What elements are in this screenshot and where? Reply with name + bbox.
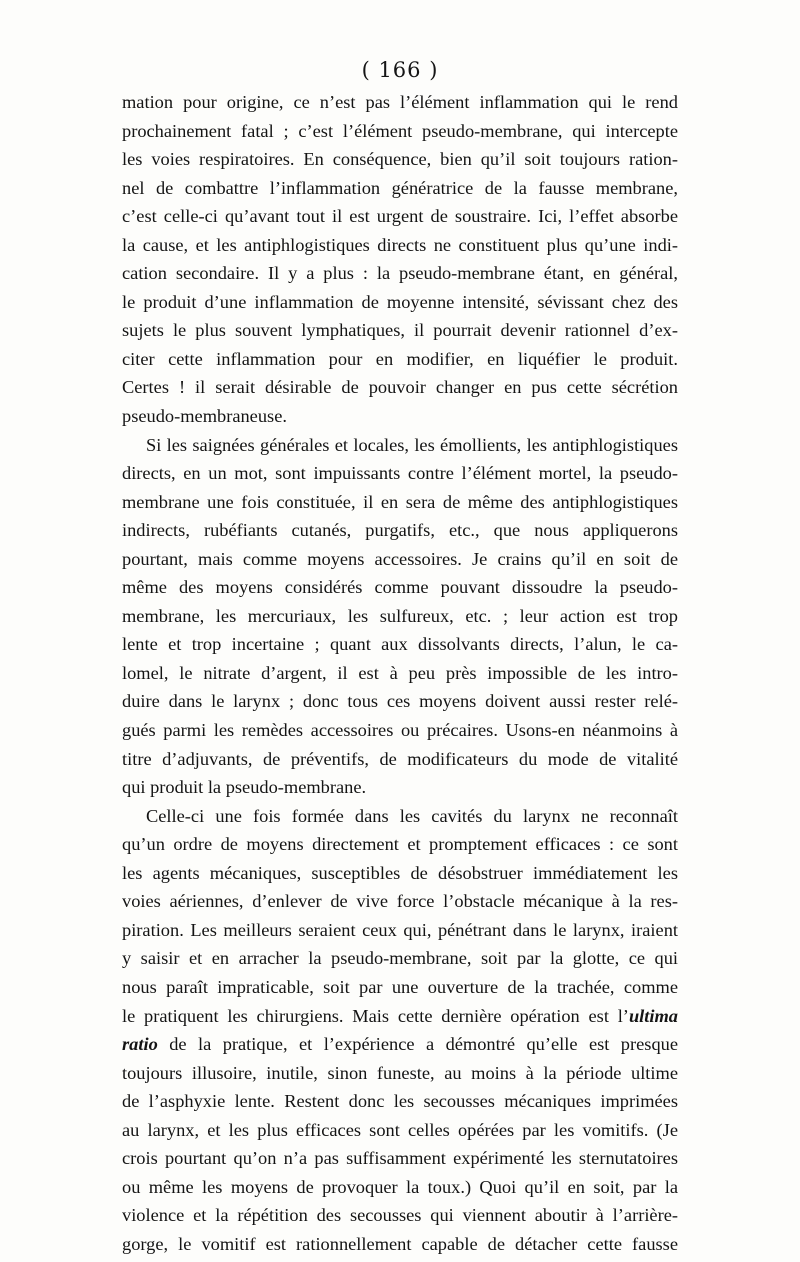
body-text [122, 88, 678, 1258]
text-line [122, 145, 678, 174]
text-run: Certes ! il serait désirable de pouvoir changer en pus cette sécrétion [122, 377, 678, 398]
text-line [122, 202, 678, 231]
text-run: membrane, les mercuriaux, les sulfureux, etc. ; leur action est trop [122, 605, 678, 626]
text-line [122, 345, 678, 374]
text-run: gués parmi les remèdes accessoires ou précaires. Usons-en néanmoins à [122, 720, 678, 741]
text-line [122, 373, 678, 402]
text-line [122, 117, 678, 146]
italic-phrase: ratio [122, 1034, 158, 1055]
text-line [122, 88, 678, 117]
text-run: toujours illusoire, inutile, sinon funeste, au moins à la période ultime [122, 1062, 678, 1083]
text-run: sujets le plus souvent lymphatiques, il pourrait devenir rationnel d’ex- [122, 320, 678, 341]
text-line [122, 1030, 678, 1059]
text-run: qui produit la pseudo-membrane. [122, 777, 367, 798]
text-run: violence et la répétition des secousses qui viennent aboutir à l’arrière- [122, 1205, 678, 1226]
page-number: ( 166 ) [361, 58, 439, 82]
text-run: qu’un ordre de moyens directement et promptement efficaces : ce sont [122, 834, 678, 855]
text-run: pourtant, mais comme moyens accessoires. Je crains qu’il en soit de [122, 548, 678, 569]
text-run: directs, en un mot, sont impuissants contre l’élément mortel, la pseudo- [122, 463, 678, 484]
text-line [122, 602, 678, 631]
text-line [122, 973, 678, 1002]
text-line [122, 745, 678, 774]
text-run: titre d’adjuvants, de préventifs, de modificateurs du mode de vitalité [122, 748, 678, 769]
text-line [122, 488, 678, 517]
text-run: duire dans le larynx ; donc tous ces moyens doivent aussi rester relé- [122, 691, 678, 712]
text-run: voies aériennes, d’enlever de vive force l’obstacle mécanique à la res- [122, 891, 678, 912]
text-run: la cause, et les antiphlogistiques directs ne constituent plus qu’une indi- [122, 234, 678, 255]
text-line [122, 773, 678, 802]
text-line [122, 916, 678, 945]
text-run: prochainement fatal ; c’est l’élément pseudo-membrane, qui intercepte [122, 120, 678, 141]
text-line [122, 859, 678, 888]
text-run: y saisir et en arracher la pseudo-membrane, soit par la glotte, ce qui [122, 948, 678, 969]
text-line [122, 630, 678, 659]
text-run: Si les saignées générales et locales, les émollients, les antiphlogistiques [146, 434, 678, 455]
text-line [122, 802, 678, 831]
italic-phrase: ultima [628, 1005, 678, 1026]
text-run: membrane une fois constituée, il en sera de même des antiphlogistiques [122, 491, 678, 512]
text-run: lente et trop incertaine ; quant aux dissolvants directs, l’alun, le ca- [122, 634, 678, 655]
text-run: de la pratique, et l’expérience a démontré qu’elle est presque [157, 1034, 678, 1055]
text-run: cation secondaire. Il y a plus : la pseudo-membrane étant, en général, [122, 263, 678, 284]
text-line [122, 1059, 678, 1088]
text-line [122, 1173, 678, 1202]
text-run: ou même les moyens de provoquer la toux.) Quoi qu’il en soit, par la [122, 1176, 678, 1197]
text-run: nel de combattre l’inflammation génératrice de la fausse membrane, [122, 177, 678, 198]
text-run: au larynx, et les plus efficaces sont celles opérées par les vomitifs. (Je [122, 1119, 678, 1140]
text-run: nous paraît impraticable, soit par une ouverture de la trachée, comme [122, 976, 678, 997]
text-line [122, 1230, 678, 1259]
text-line [122, 288, 678, 317]
text-line [122, 259, 678, 288]
text-line [122, 944, 678, 973]
text-run: gorge, le vomitif est rationnellement capable de détacher cette fausse [122, 1233, 678, 1254]
text-run: crois pourtant qu’on n’a pas suffisamment expérimenté les sternutatoires [122, 1148, 678, 1169]
text-run: mation pour origine, ce n’est pas l’élément inflammation qui le rend [122, 92, 678, 112]
text-line [122, 1144, 678, 1173]
text-line [122, 316, 678, 345]
text-line [122, 830, 678, 859]
text-line [122, 174, 678, 203]
text-run: c’est celle-ci qu’avant tout il est urgent de soustraire. Ici, l’effet absorbe [122, 206, 678, 227]
text-run: le produit d’une inflammation de moyenne intensité, sévissant chez des [122, 291, 678, 312]
text-run: pseudo-membraneuse. [122, 406, 287, 427]
text-run: indirects, rubéfiants cutanés, purgatifs, etc., que nous appliquerons [122, 520, 678, 541]
text-run: piration. Les meilleurs seraient ceux qui, pénétrant dans le larynx, iraient [122, 919, 678, 940]
text-run: lomel, le nitrate d’argent, il est à peu près impossible de les intro- [122, 662, 678, 683]
text-run: le pratiquent les chirurgiens. Mais cette dernière opération est l’ [122, 1005, 629, 1026]
text-line [122, 402, 678, 431]
text-run: Celle-ci une fois formée dans les cavités du larynx ne reconnaît [146, 805, 678, 826]
text-line [122, 1002, 678, 1031]
text-run: même des moyens considérés comme pouvant dissoudre la pseudo- [122, 577, 678, 598]
text-run: les agents mécaniques, susceptibles de désobstruer immédiatement les [122, 862, 678, 883]
text-run: citer cette inflammation pour en modifier, en liquéfier le produit. [122, 348, 678, 369]
text-run: les voies respiratoires. En conséquence, bien qu’il soit toujours ration- [122, 149, 678, 170]
text-line [122, 1201, 678, 1230]
text-line [122, 1116, 678, 1145]
text-line [122, 545, 678, 574]
text-run: de l’asphyxie lente. Restent donc les secousses mécaniques imprimées [122, 1091, 678, 1112]
text-line [122, 573, 678, 602]
text-line [122, 659, 678, 688]
text-line [122, 887, 678, 916]
text-line [122, 231, 678, 260]
text-line [122, 1087, 678, 1116]
text-line [122, 516, 678, 545]
text-line [122, 716, 678, 745]
text-line [122, 687, 678, 716]
text-line [122, 431, 678, 460]
text-line [122, 459, 678, 488]
